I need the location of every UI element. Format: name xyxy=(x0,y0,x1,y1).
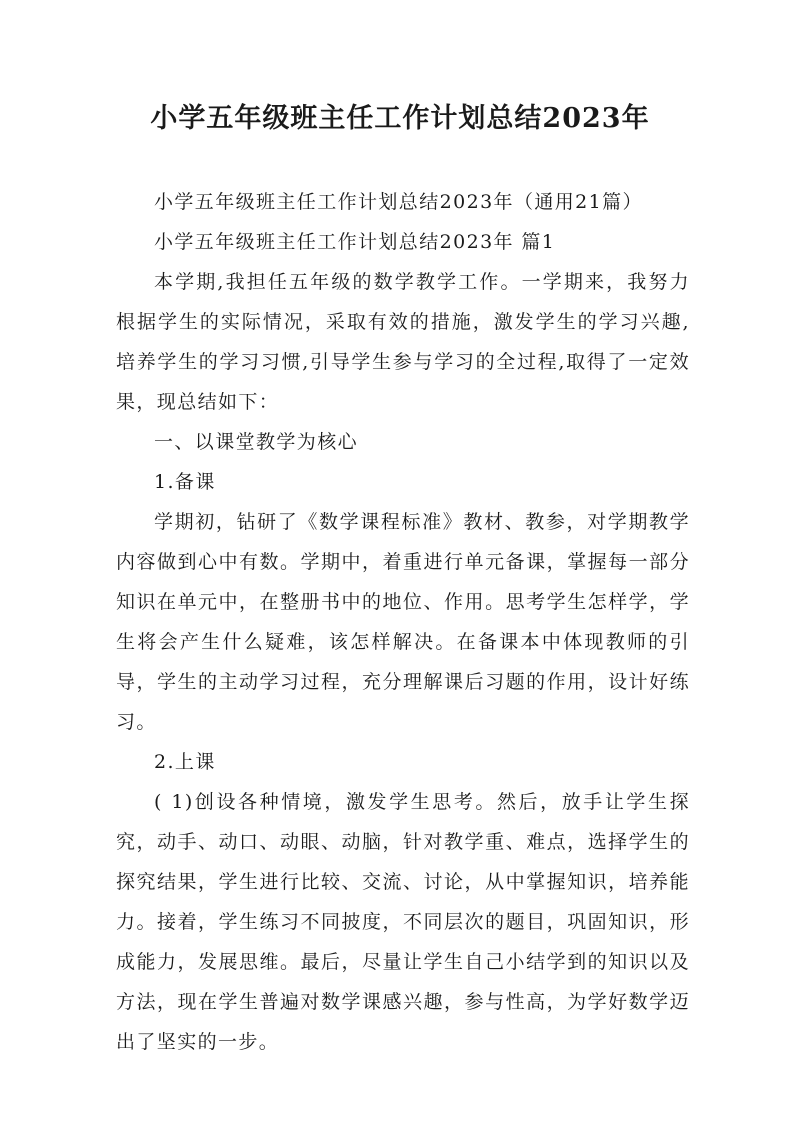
body-paragraph: ( 1)创设各种情境，激发学生思考。然后，放手让学生探究，动手、动口、动眼、动脑，针对教学重、难点，选择学生的探究结果，学生进行比较、交流、讨论，从中掌握知识，培养能力。接着，学生练习不同披度，不同层次的题目，巩固知识，形成能力，发展思维。最后，尽量让学生自己小结学到的知识以及方法，现在学生普遍对数学课感兴趣，参与性高，为学好数学迈出了坚实的一步。 xyxy=(116,791,690,1053)
subsection-heading: 1.备课 xyxy=(154,471,216,493)
subtitle-line: 小学五年级班主任工作计划总结2023年（通用21篇） xyxy=(154,191,643,213)
subsection-heading: 2.上课 xyxy=(154,751,216,773)
body-paragraph: 本学期,我担任五年级的数学教学工作。一学期来，我努力根据学生的实际情况，采取有效的措施，激发学生的学习兴趣,培养学生的学习习惯,引导学生参与学习的全过程,取得了一定效果，现总结如下： xyxy=(116,271,690,413)
document-body xyxy=(116,182,690,1062)
section-heading: 一、以课堂教学为核心 xyxy=(154,431,359,453)
document-title: 小学五年级班主任工作计划总结2023年 xyxy=(150,103,650,134)
section-heading: 小学五年级班主任工作计划总结2023年 篇1 xyxy=(154,231,556,253)
body-paragraph: 学期初，钻研了《数学课程标准》教材、教参，对学期教学内容做到心中有数。学期中，着重进行单元备课，掌握每一部分知识在单元中，在整册书中的地位、作用。思考学生怎样学，学生将会产生什么疑难，该怎样解决。在备课本中体现教师的引导，学生的主动学习过程，充分理解课后习题的作用，设计好练习。 xyxy=(116,511,690,733)
